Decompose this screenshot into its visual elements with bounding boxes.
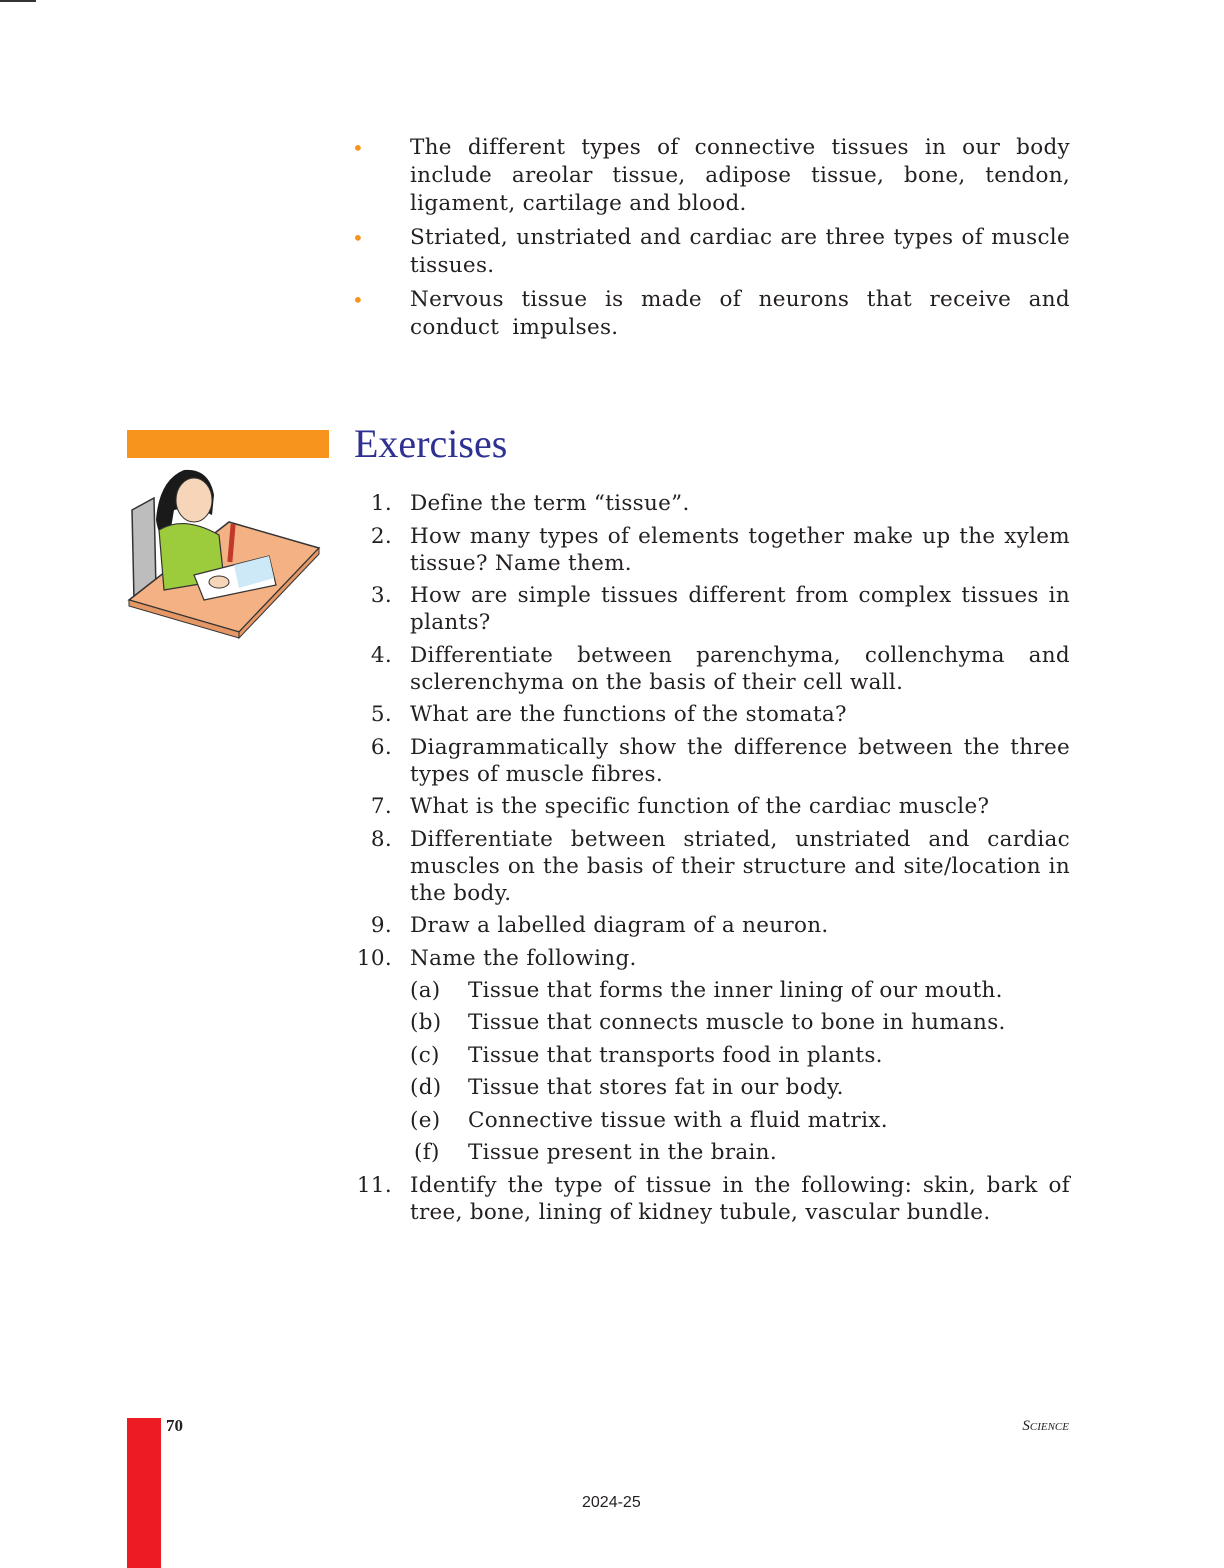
exercise-item: 2. How many types of elements together make up the xylem tissue? Name them. bbox=[370, 523, 1070, 576]
bullet-icon: • bbox=[352, 226, 365, 250]
summary-bullet: • The different types of connective tissues in our body include areolar tissue, adipose tissue, bone, tendon, ligament, cartilage and blood. bbox=[352, 135, 1070, 216]
summary-bullet: • Striated, unstriated and cardiac are three types of muscle tissues. bbox=[352, 225, 1070, 278]
girl-studying-illustration bbox=[124, 460, 324, 640]
exercise-item: 5. What are the functions of the stomata? bbox=[370, 702, 847, 727]
exercise-item: 8. Differentiate between striated, unstriated and cardiac muscles on the basis of their structure and site/location in the body. bbox=[370, 826, 1070, 906]
sub-question: (f) Tissue present in the brain. bbox=[414, 1140, 777, 1165]
exercises-heading: Exercises bbox=[354, 421, 508, 466]
sub-question: (b) Tissue that connects muscle to bone in humans. bbox=[410, 1010, 1006, 1035]
sub-question: (d) Tissue that stores fat in our body. bbox=[410, 1075, 844, 1100]
section-accent-bar bbox=[127, 430, 329, 458]
exercise-item: 7. What is the specific function of the cardiac muscle? bbox=[370, 794, 990, 819]
exercise-list bbox=[352, 490, 1070, 1231]
exercise-item: 1. Define the term “tissue”. bbox=[370, 491, 690, 516]
sub-question: (e) Connective tissue with a fluid matrix. bbox=[410, 1107, 888, 1133]
edition-year: 2024-25 bbox=[582, 1494, 641, 1511]
exercise-item: 10. Name the following. (a) Tissue that forms the inner lining of our mouth. (b) Tissue that connects muscle to bone in humans. (c) Tissue that transports food in plants. (d) Tissue that stores fat in our body. (e) Connective tissue with a fluid matrix. (f) Tissue present in the brain. bbox=[352, 945, 1070, 1167]
summary-bullets bbox=[350, 134, 1070, 348]
bullet-icon: • bbox=[352, 288, 365, 312]
exercise-item: 9. Draw a labelled diagram of a neuron. bbox=[370, 913, 829, 938]
exercise-item: 3. How are simple tissues different from complex tissues in plants? bbox=[370, 583, 1070, 635]
summary-bullet: • Nervous tissue is made of neurons that receive and conduct impulses. bbox=[352, 287, 1070, 340]
page-number: 70 bbox=[166, 1416, 183, 1435]
sub-question: (a) Tissue that forms the inner lining of our mouth. bbox=[410, 977, 1003, 1003]
book-title: Science bbox=[1022, 1418, 1069, 1434]
footer-red-bar bbox=[127, 1418, 161, 1568]
sub-question: (c) Tissue that transports food in plants. bbox=[410, 1042, 883, 1068]
sub-question-list bbox=[410, 977, 1070, 1167]
exercise-item: 4. Differentiate between parenchyma, collenchyma and sclerenchyma on the basis of their cell wall. bbox=[370, 642, 1070, 695]
bullet-icon: • bbox=[352, 136, 365, 160]
exercise-item: 11. Identify the type of tissue in the following: skin, bark of tree, bone, lining of kidney tubule, vascular bundle. bbox=[356, 1172, 1070, 1225]
exercise-item: 6. Diagrammatically show the difference between the three types of muscle fibres. bbox=[370, 734, 1070, 787]
crop-mark bbox=[0, 0, 36, 2]
